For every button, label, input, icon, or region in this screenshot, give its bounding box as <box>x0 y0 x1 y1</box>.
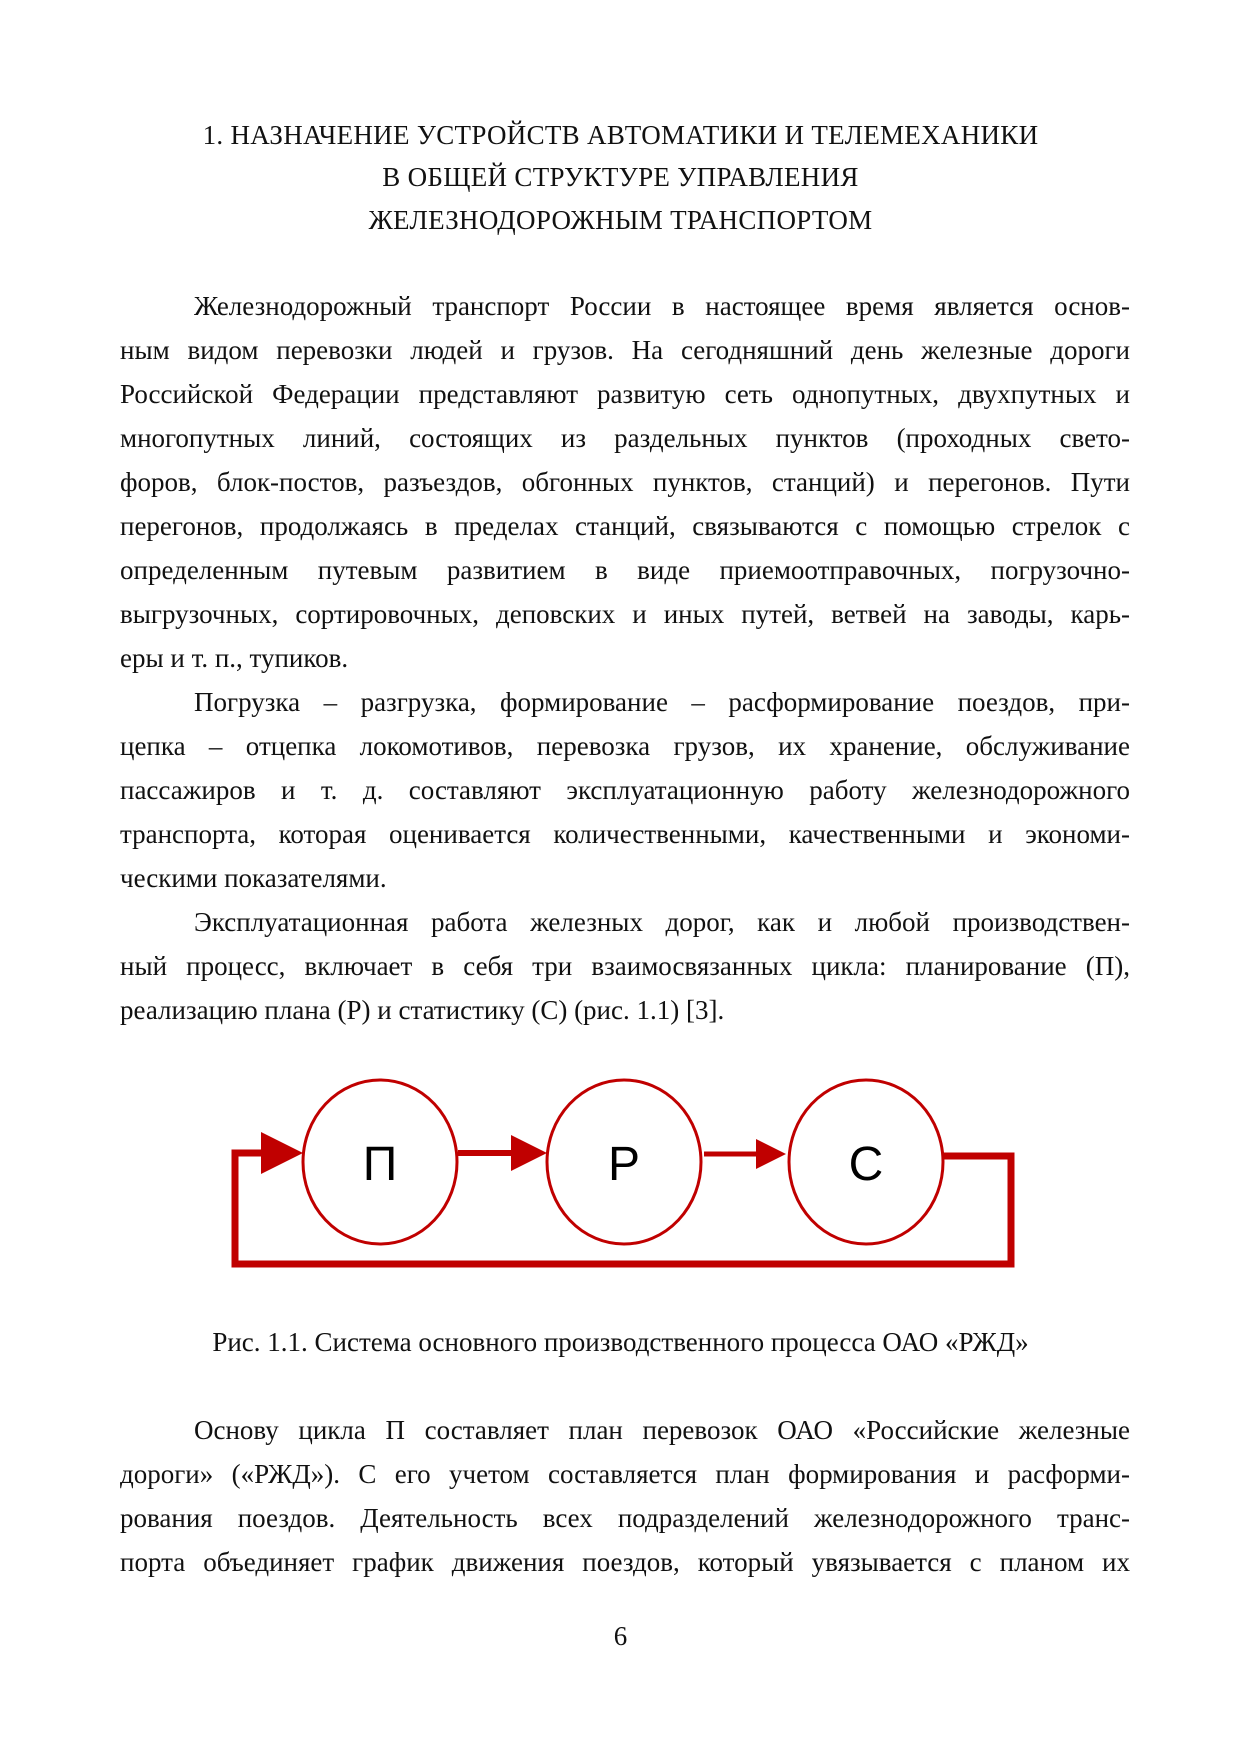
text-line: форов, блок-постов, разъездов, обгонных пунктов, станций) и перегонов. Пути <box>120 467 1130 497</box>
figure-caption: Рис. 1.1. Система основного производственного процесса ОАО «РЖД» <box>212 1327 1029 1357</box>
text-line: ный процесс, включает в себя три взаимосвязанных цикла: планирование (П), <box>120 951 1130 981</box>
node-label: Р <box>607 1138 641 1191</box>
text-line: Российской Федерации представляют развитую сеть однопутных, двухпутных и <box>120 379 1130 409</box>
text-line: Эксплуатационная работа железных дорог, как и любой производствен- <box>194 907 1130 937</box>
text-line: еры и т. п., тупиков. <box>120 643 349 673</box>
text-line: перегонов, продолжаясь в пределах станций, связываются с помощью стрелок с <box>120 511 1130 541</box>
text-line: реализацию плана (Р) и статистику (С) (рис. 1.1) [3]. <box>120 995 725 1025</box>
node-planning <box>303 1080 457 1244</box>
node-statistics <box>789 1080 943 1244</box>
text-line: дороги» («РЖД»). С его учетом составляется план формирования и расформи- <box>120 1459 1130 1489</box>
heading-line: 1. НАЗНАЧЕНИЕ УСТРОЙСТВ АВТОМАТИКИ И ТЕЛЕМЕХАНИКИ <box>202 120 1039 150</box>
node-label: С <box>848 1138 884 1191</box>
text-line: ным видом перевозки людей и грузов. На сегодняшний день железные дороги <box>120 335 1130 365</box>
text-line: цепка – отцепка локомотивов, перевозка грузов, их хранение, обслуживание <box>120 731 1130 761</box>
text-line: выгрузочных, сортировочных, деповских и иных путей, ветвей на заводы, карь- <box>120 599 1130 629</box>
text-line: Железнодорожный транспорт России в настоящее время является основ- <box>194 291 1130 321</box>
node-realization <box>547 1080 701 1244</box>
text-line: Погрузка – разгрузка, формирование – расформирование поездов, при- <box>194 687 1130 717</box>
text-line: многопутных линий, состоящих из раздельных пунктов (проходных свето- <box>120 423 1130 453</box>
text-line: порта объединяет график движения поездов, который увязывается с планом их <box>120 1547 1130 1577</box>
text-line: пассажиров и т. д. составляют эксплуатационную работу железнодорожного <box>120 775 1130 805</box>
text-line: рования поездов. Деятельность всех подразделений железнодорожного транс- <box>120 1503 1130 1533</box>
text-line: ческими показателями. <box>120 863 387 893</box>
text-line: транспорта, которая оценивается количественными, качественными и экономи- <box>120 819 1130 849</box>
heading-line: ЖЕЛЕЗНОДОРОЖНЫМ ТРАНСПОРТОМ <box>368 205 873 235</box>
node-label: П <box>362 1138 398 1191</box>
page-number: 6 <box>613 1621 628 1651</box>
text-line: Основу цикла П составляет план перевозок ОАО «Российские железные <box>194 1415 1130 1445</box>
text-line: определенным путевым развитием в виде приемоотправочных, погрузочно- <box>120 555 1130 585</box>
heading-line: В ОБЩЕЙ СТРУКТУРЕ УПРАВЛЕНИЯ <box>382 162 859 192</box>
